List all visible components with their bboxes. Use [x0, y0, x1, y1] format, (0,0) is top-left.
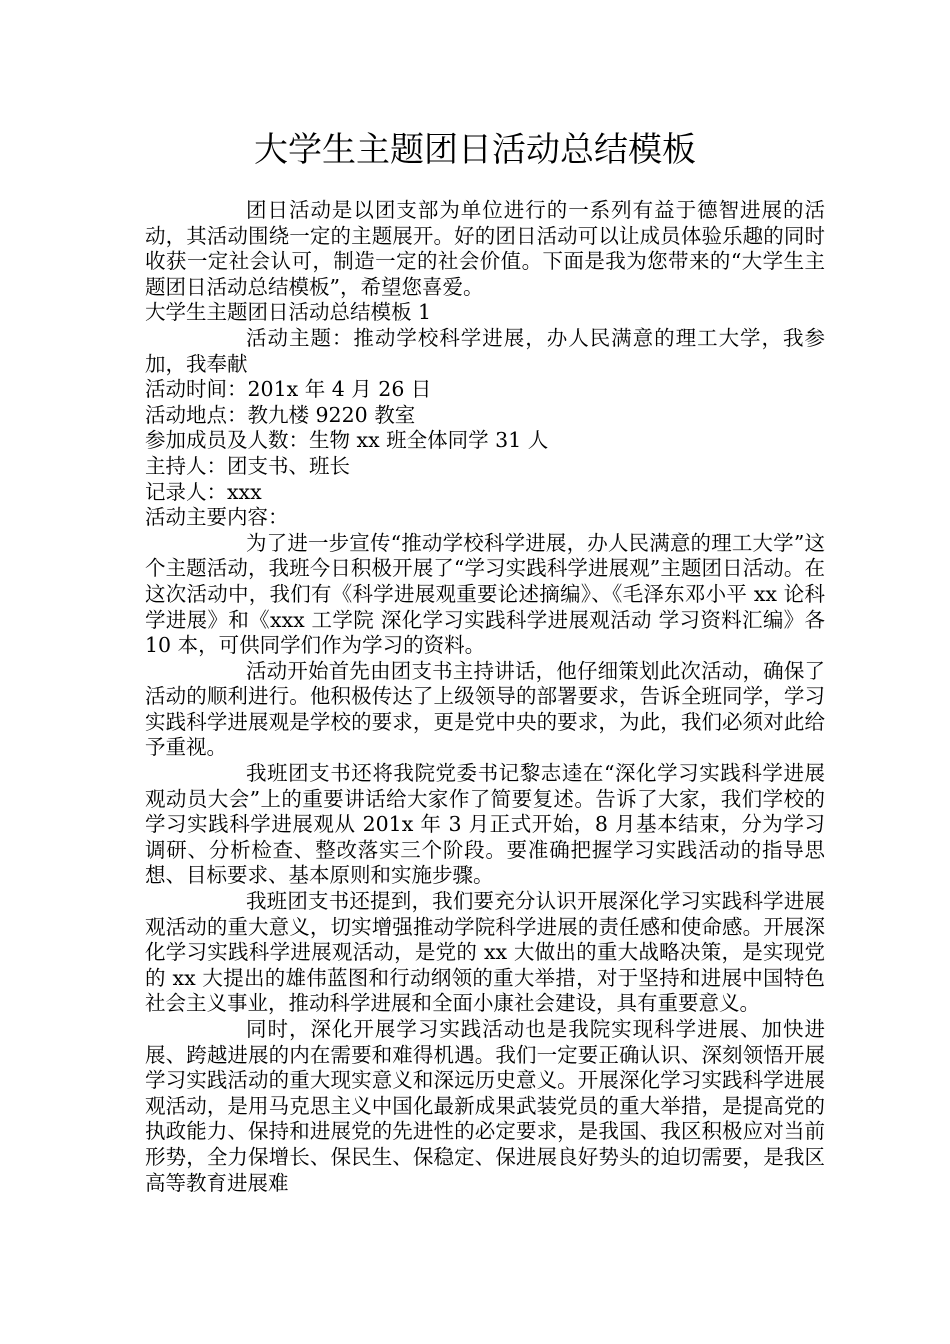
document-body [145, 198, 825, 1196]
section-heading: 大学生主题团日活动总结模板 1 [145, 300, 432, 325]
body-paragraph-5: 同时，深化开展学习实践活动也是我院实现科学进展、加快进展、跨越进展的内在需要和难得机遇。我们一定要正确认识、深刻领悟开展学习实践活动的重大现实意义和深远历史意义。开展深化学习实践科学进展观活动，是用马克思主义中国化最新成果武装党员的重大举措，是提高党的执政能力、保持和进展党的先进性的必定要求，是我国、我区积极应对当前形势，全力保增长、保民生、保稳定、保进展良好势头的迫切需要，是我区高等教育进展难 [145, 1017, 825, 1195]
activity-theme: 活动主题：推动学校科学进展，办人民满意的理工大学，我参加，我奉献 [145, 325, 825, 376]
activity-time: 活动时间：201x 年 4 月 26 日 [145, 377, 432, 402]
activity-host: 主持人：团支书、班长 [145, 453, 350, 478]
intro-paragraph: 团日活动是以团支部为单位进行的一系列有益于德智进展的活动，其活动围绕一定的主题展开。好的团日活动可以让成员体验乐趣的同时收获一定社会认可，制造一定的社会价值。下面是我为您带来的“大学生主题团日活动总结模板”，希望您喜爱。 [145, 198, 825, 299]
activity-place: 活动地点：教九楼 9220 教室 [145, 402, 416, 427]
activity-content-label: 活动主要内容： [145, 505, 289, 530]
body-paragraph-1: 为了进一步宣传“推动学校科学进展，办人民满意的理工大学”这个主题活动，我班今日积极开展了“学习实践科学进展观”主题团日活动。在这次活动中，我们有《科学进展观重要论述摘编》、《毛泽东邓小平 xx 论科学进展》和《xxx 工学院 深化学习实践科学进展观活动 学习资料汇编》各 10 本，可供同学们作为学习的资料。 [145, 530, 825, 658]
body-paragraph-3: 我班团支书还将我院党委书记黎志逵在“深化学习实践科学进展观动员大会”上的重要讲话给大家作了简要复述。告诉了大家，我们学校的学习实践科学进展观从 201x 年 3 月正式开始，8 月基本结束，分为学习调研、分析检查、整改落实三个阶段。要准确把握学习实践活动的指导思想、目标要求、基本原则和实施步骤。 [145, 761, 825, 888]
body-paragraph-2: 活动开始首先由团支书主持讲话，他仔细策划此次活动，确保了活动的顺利进行。他积极传达了上级领导的部署要求，告诉全班同学，学习实践科学进展观是学校的要求，更是党中央的要求，为此，我们必须对此给予重视。 [145, 658, 825, 760]
activity-recorder: 记录人：xxx [145, 479, 262, 504]
activity-members: 参加成员及人数：生物 xx 班全体同学 31 人 [145, 428, 549, 453]
body-paragraph-4: 我班团支书还提到，我们要充分认识开展深化学习实践科学进展观活动的重大意义，切实增强推动学院科学进展的责任感和使命感。开展深化学习实践科学进展观活动，是党的 xx 大做出的重大战略决策，是实现党的 xx 大提出的雄伟蓝图和行动纲领的重大举措，对于坚持和进展中国特色社会主义事业，推动科学进展和全面小康社会建设，具有重要意义。 [145, 889, 825, 1016]
document-title: 大学生主题团日活动总结模板 [254, 130, 696, 170]
